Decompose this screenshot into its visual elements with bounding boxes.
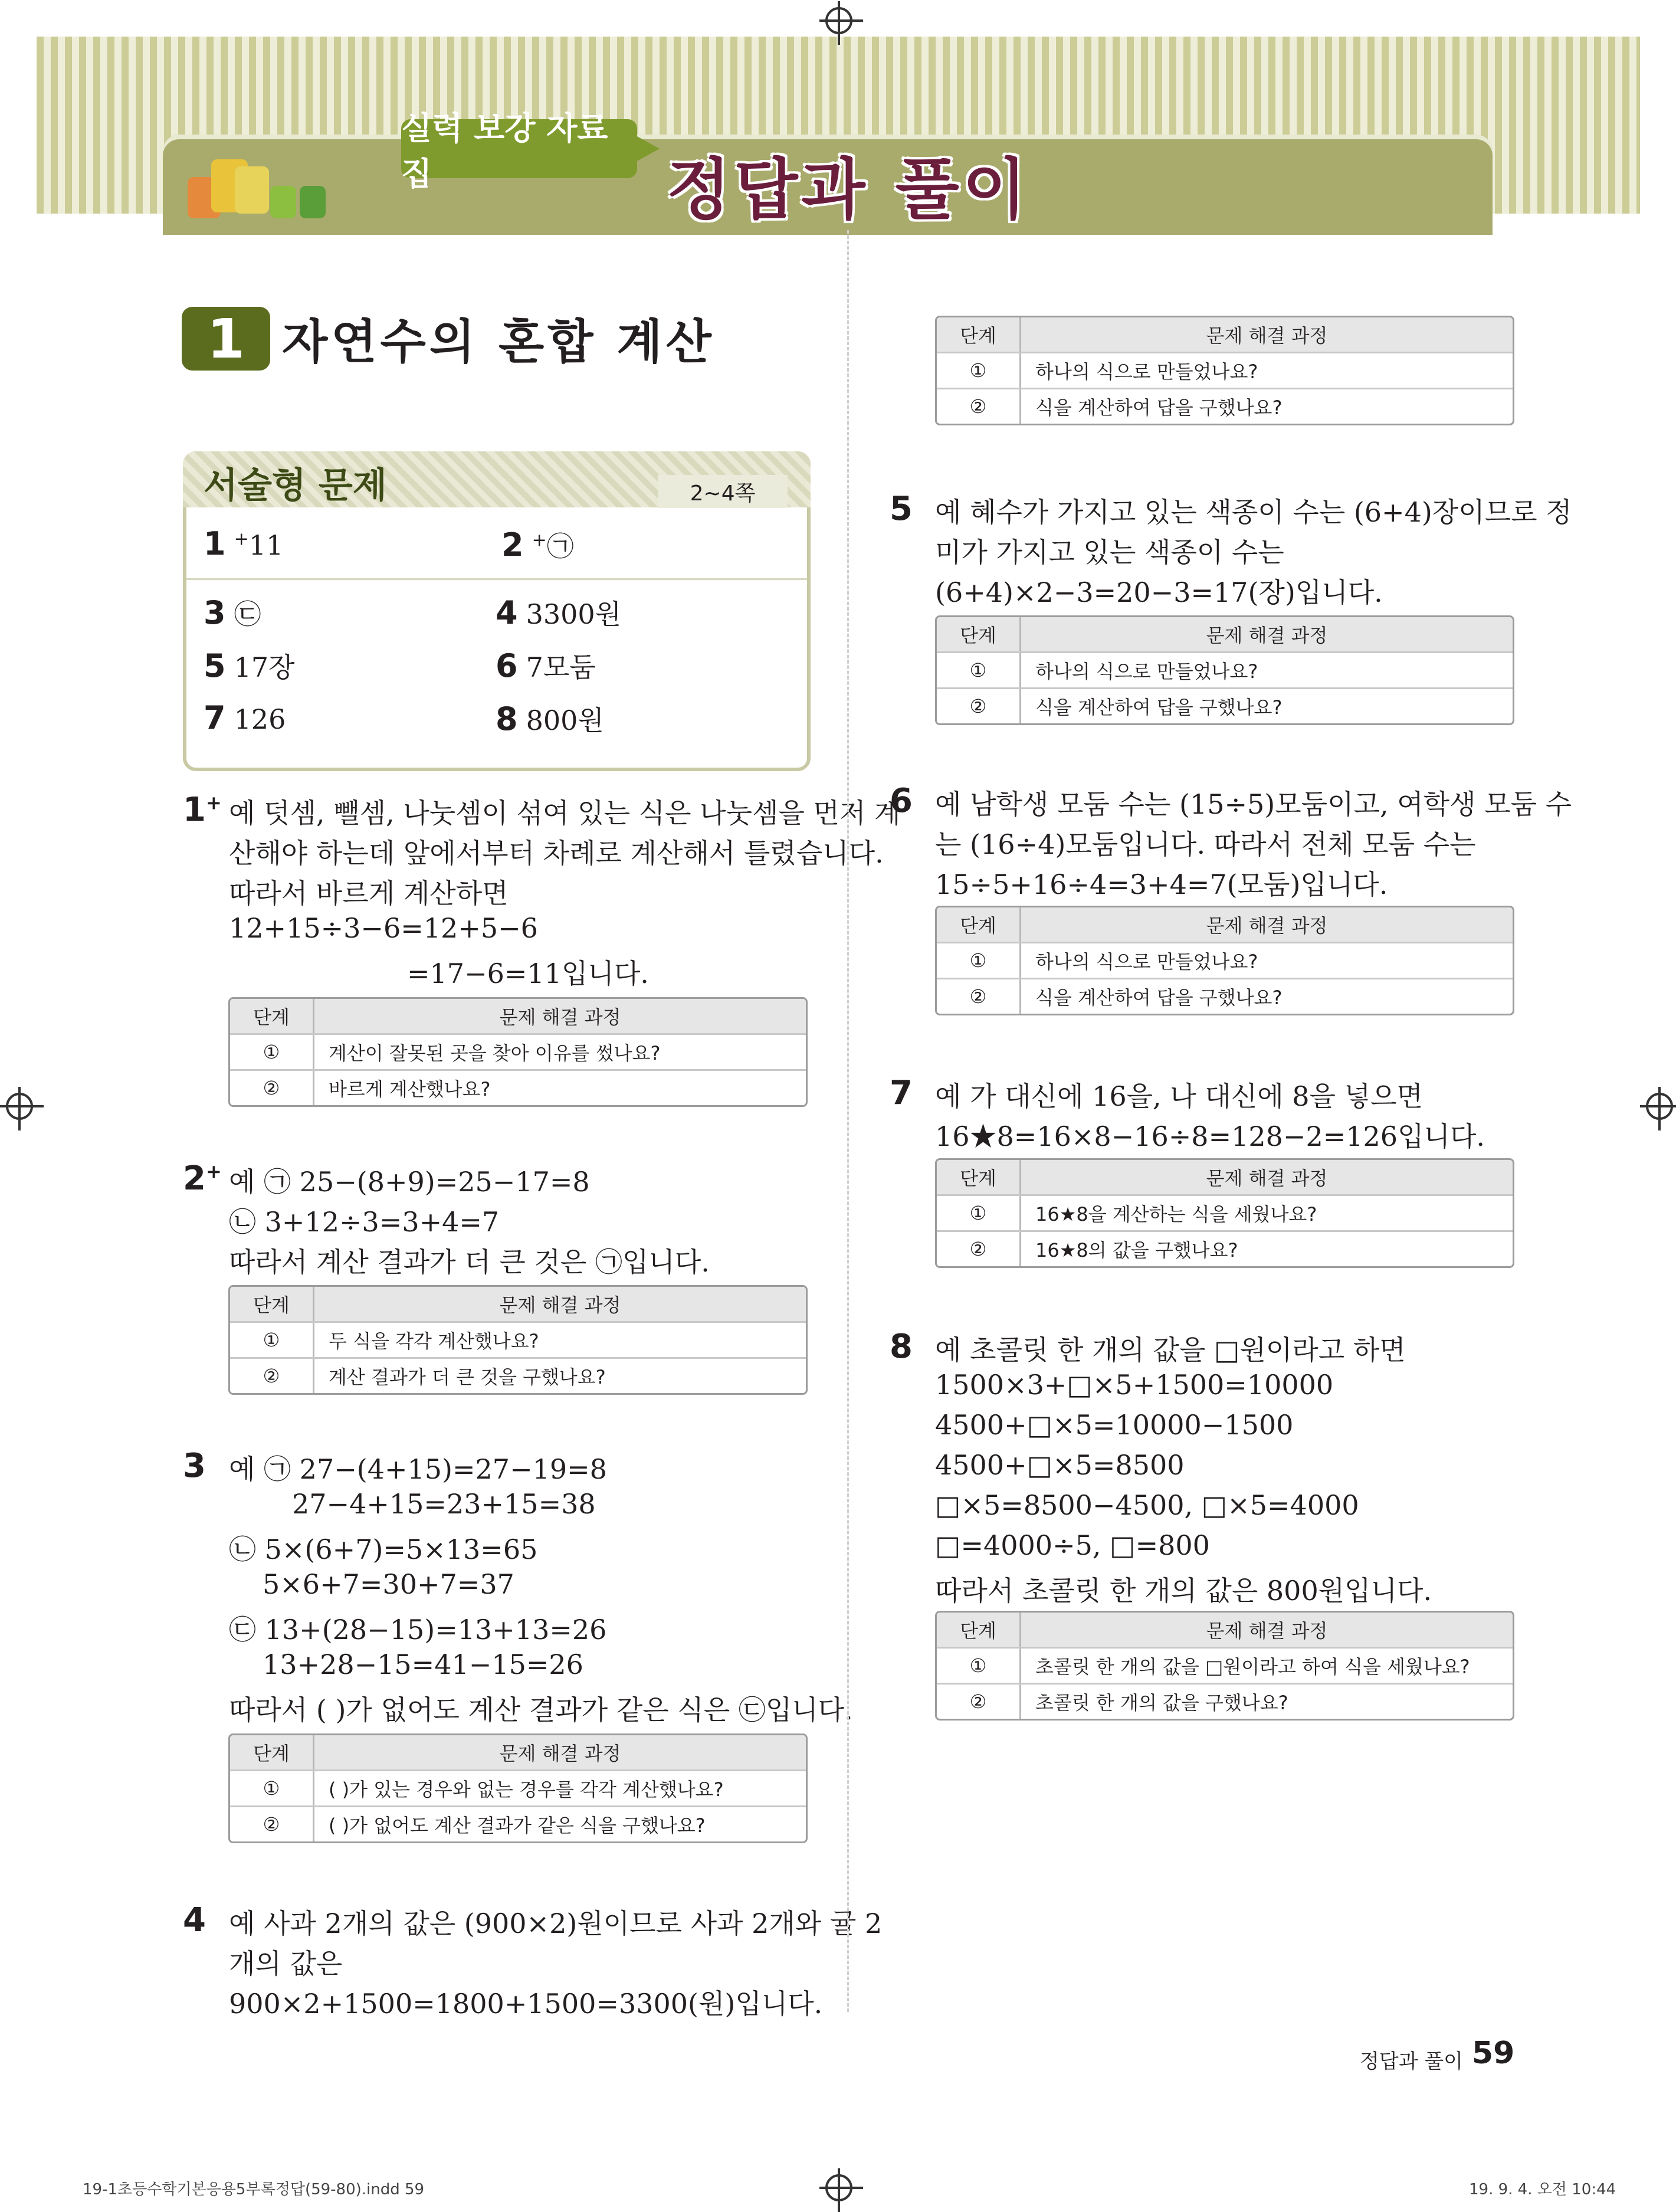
rubric-table: 단계 문제 해결 과정 ① 하나의 식으로 만들었나요? ② 식을 계산하여 답을 구했나요? bbox=[935, 316, 1514, 425]
solution-line: 예 사과 2개의 값은 (900×2)원이므로 사과 2개와 귤 2 bbox=[229, 1908, 883, 1939]
registration-mark-right bbox=[1646, 1093, 1673, 1120]
answer-item: 3 ㉢ bbox=[204, 594, 261, 631]
solution-line: (6+4)×2−3=20−3=17(장)입니다. bbox=[935, 576, 1383, 608]
rubric-table: 단계 문제 해결 과정 ① 16★8을 계산하는 식을 세웠나요? ② 16★8의 값을 구했나요? bbox=[935, 1158, 1514, 1268]
rubric-step: 식을 계산하여 답을 구했나요? bbox=[1035, 396, 1283, 419]
rubric-step: 하나의 식으로 만들었나요? bbox=[1035, 951, 1258, 973]
problem-number: 4 bbox=[183, 1901, 206, 1939]
problem-number: 2+ bbox=[183, 1159, 222, 1198]
page-title: 정답과 풀이 bbox=[667, 152, 1030, 228]
solution-line: 16★8=16×8−16÷8=128−2=126입니다. bbox=[935, 1120, 1485, 1152]
solution-line: 1500×3+□×5+1500=10000 bbox=[935, 1369, 1334, 1401]
rubric-step: 계산 결과가 더 큰 것을 구했나요? bbox=[329, 1366, 606, 1388]
answer-box-title: 서술형 문제 bbox=[204, 465, 387, 506]
print-file-info: 19-1초등수학기본응용5부록정답(59-80).indd 59 bbox=[83, 2181, 425, 2198]
column-divider bbox=[847, 230, 849, 2012]
solution-line: ㉡ 5×(6+7)=5×13=65 bbox=[229, 1533, 538, 1565]
solution-line: 따라서 초콜릿 한 개의 값은 800원입니다. bbox=[935, 1575, 1432, 1607]
table-header-step: 단계 bbox=[230, 999, 314, 1033]
problem-number: 5 bbox=[890, 490, 913, 528]
answer-item: 8 800원 bbox=[496, 700, 604, 738]
solution-line: ㉢ 13+(28−15)=13+13=26 bbox=[229, 1614, 607, 1646]
trees-illustration bbox=[188, 159, 335, 236]
solution-line: 따라서 ( )가 없어도 계산 결과가 같은 식은 ㉢입니다. bbox=[229, 1694, 853, 1726]
problem-number: 8 bbox=[890, 1328, 913, 1366]
rubric-step: 초콜릿 한 개의 값을 □원이라고 하여 식을 세웠나요? bbox=[1035, 1656, 1470, 1678]
solution-line: 예 ㉠ 25−(8+9)=25−17=8 bbox=[229, 1166, 590, 1198]
rubric-step: 하나의 식으로 만들었나요? bbox=[1035, 660, 1258, 683]
answer-item: 7 126 bbox=[204, 699, 286, 736]
answer-box-page-range: 2~4쪽 bbox=[658, 475, 788, 508]
solution-line: 예 ㉠ 27−(4+15)=27−19=8 bbox=[229, 1453, 607, 1485]
solution-line: 개의 값은 bbox=[229, 1948, 343, 1980]
rubric-step: 하나의 식으로 만들었나요? bbox=[1035, 361, 1258, 383]
header-tag: 실력 보강 자료집 bbox=[401, 119, 637, 178]
problem-number: 6 bbox=[890, 782, 913, 820]
rubric-step: 16★8을 계산하는 식을 세웠나요? bbox=[1035, 1203, 1317, 1225]
problem-number: 7 bbox=[890, 1074, 913, 1112]
rubric-step: 초콜릿 한 개의 값을 구했나요? bbox=[1035, 1692, 1288, 1714]
solution-line: 5×6+7=30+7=37 bbox=[263, 1568, 514, 1600]
answer-item: 4 3300원 bbox=[496, 594, 622, 631]
table-header-process: 문제 해결 과정 bbox=[499, 1006, 621, 1028]
answer-divider bbox=[186, 578, 807, 580]
solution-line: □×5=8500−4500, □×5=4000 bbox=[935, 1489, 1359, 1521]
registration-mark-bottom bbox=[825, 2174, 852, 2201]
solution-line: 따라서 계산 결과가 더 큰 것은 ㉠입니다. bbox=[229, 1246, 710, 1278]
solution-line: 예 초콜릿 한 개의 값을 □원이라고 하면 bbox=[935, 1334, 1406, 1366]
registration-mark-left bbox=[6, 1093, 33, 1120]
solution-line: 4500+□×5=10000−1500 bbox=[935, 1409, 1294, 1441]
solution-line: 12+15÷3−6=12+5−6 bbox=[229, 912, 538, 944]
section-title: 자연수의 혼합 계산 bbox=[282, 314, 715, 369]
page-footer-label: 정답과 풀이 bbox=[1360, 2050, 1464, 2073]
rubric-step: 식을 계산하여 답을 구했나요? bbox=[1035, 696, 1283, 719]
solution-line: 15÷5+16÷4=3+4=7(모둠)입니다. bbox=[935, 869, 1388, 900]
answer-item: 1 +11 bbox=[204, 525, 284, 562]
solution-line: 예 남학생 모둠 수는 (15÷5)모둠이고, 여학생 모둠 수 bbox=[935, 788, 1572, 820]
section-number: 1 bbox=[182, 307, 270, 371]
rubric-step: 16★8의 값을 구했나요? bbox=[1035, 1239, 1238, 1261]
answer-item: 5 17장 bbox=[204, 647, 295, 684]
solution-line: 13+28−15=41−15=26 bbox=[263, 1649, 583, 1680]
solution-line: □=4000÷5, □=800 bbox=[935, 1529, 1210, 1561]
solution-line: 따라서 바르게 계산하면 bbox=[229, 877, 509, 909]
solution-line: 산해야 하는데 앞에서부터 차례로 계산해서 틀렸습니다. bbox=[229, 837, 884, 869]
rubric-table: 단계 문제 해결 과정 ① 초콜릿 한 개의 값을 □원이라고 하여 식을 세웠나요? ② 초콜릿 한 개의 값을 구했나요? bbox=[935, 1611, 1514, 1721]
solution-line: ㉡ 3+12÷3=3+4=7 bbox=[229, 1206, 500, 1238]
solution-line: 는 (16÷4)모둠입니다. 따라서 전체 모둠 수는 bbox=[935, 828, 1476, 860]
rubric-step: ( )가 없어도 계산 결과가 같은 식을 구했나요? bbox=[329, 1814, 706, 1837]
solution-line: =17−6=11입니다. bbox=[407, 958, 649, 989]
rubric-step: 식을 계산하여 답을 구했나요? bbox=[1035, 987, 1283, 1009]
rubric-table: 단계 문제 해결 과정 ① ( )가 있는 경우와 없는 경우를 각각 계산했나요? ② ( )가 없어도 계산 결과가 같은 식을 구했나요? bbox=[228, 1733, 808, 1843]
answer-item: 2 +㉠ bbox=[501, 526, 574, 563]
solution-line: 예 가 대신에 16을, 나 대신에 8을 넣으면 bbox=[935, 1080, 1423, 1112]
page-number: 59 bbox=[1472, 2036, 1515, 2071]
rubric-table: 단계 문제 해결 과정 ① 하나의 식으로 만들었나요? ② 식을 계산하여 답을 구했나요? bbox=[935, 615, 1514, 725]
rubric-table: 단계 문제 해결 과정 ① 두 식을 각각 계산했나요? ② 계산 결과가 더 큰 것을 구했나요? bbox=[228, 1285, 808, 1395]
print-date-info: 19. 9. 4. 오전 10:44 bbox=[1469, 2181, 1616, 2198]
rubric-step: 계산이 잘못된 곳을 찾아 이유를 썼나요? bbox=[329, 1042, 661, 1064]
rubric-step: 두 식을 각각 계산했나요? bbox=[329, 1330, 539, 1352]
problem-number: 1+ bbox=[183, 791, 222, 829]
registration-mark-top bbox=[825, 7, 852, 34]
rubric-step: 바르게 계산했나요? bbox=[329, 1078, 491, 1100]
solution-line: 4500+□×5=8500 bbox=[935, 1449, 1185, 1481]
solution-line: 예 덧셈, 뺄셈, 나눗셈이 섞여 있는 식은 나눗셈을 먼저 계 bbox=[229, 797, 901, 829]
solution-line: 예 혜수가 가지고 있는 색종이 수는 (6+4)장이므로 정 bbox=[935, 496, 1572, 528]
solution-line: 미가 가지고 있는 색종이 수는 bbox=[935, 536, 1284, 568]
solution-line: 900×2+1500=1800+1500=3300(원)입니다. bbox=[229, 1988, 823, 2020]
problem-number: 3 bbox=[183, 1447, 206, 1485]
answer-item: 6 7모둠 bbox=[496, 647, 596, 684]
rubric-step: ( )가 있는 경우와 없는 경우를 각각 계산했나요? bbox=[329, 1778, 724, 1801]
rubric-table: 단계 문제 해결 과정 ① 계산이 잘못된 곳을 찾아 이유를 썼나요? ② 바르게 계산했나요? bbox=[228, 997, 808, 1107]
rubric-table: 단계 문제 해결 과정 ① 하나의 식으로 만들었나요? ② 식을 계산하여 답을 구했나요? bbox=[935, 906, 1514, 1015]
solution-line: 27−4+15=23+15=38 bbox=[292, 1488, 596, 1520]
